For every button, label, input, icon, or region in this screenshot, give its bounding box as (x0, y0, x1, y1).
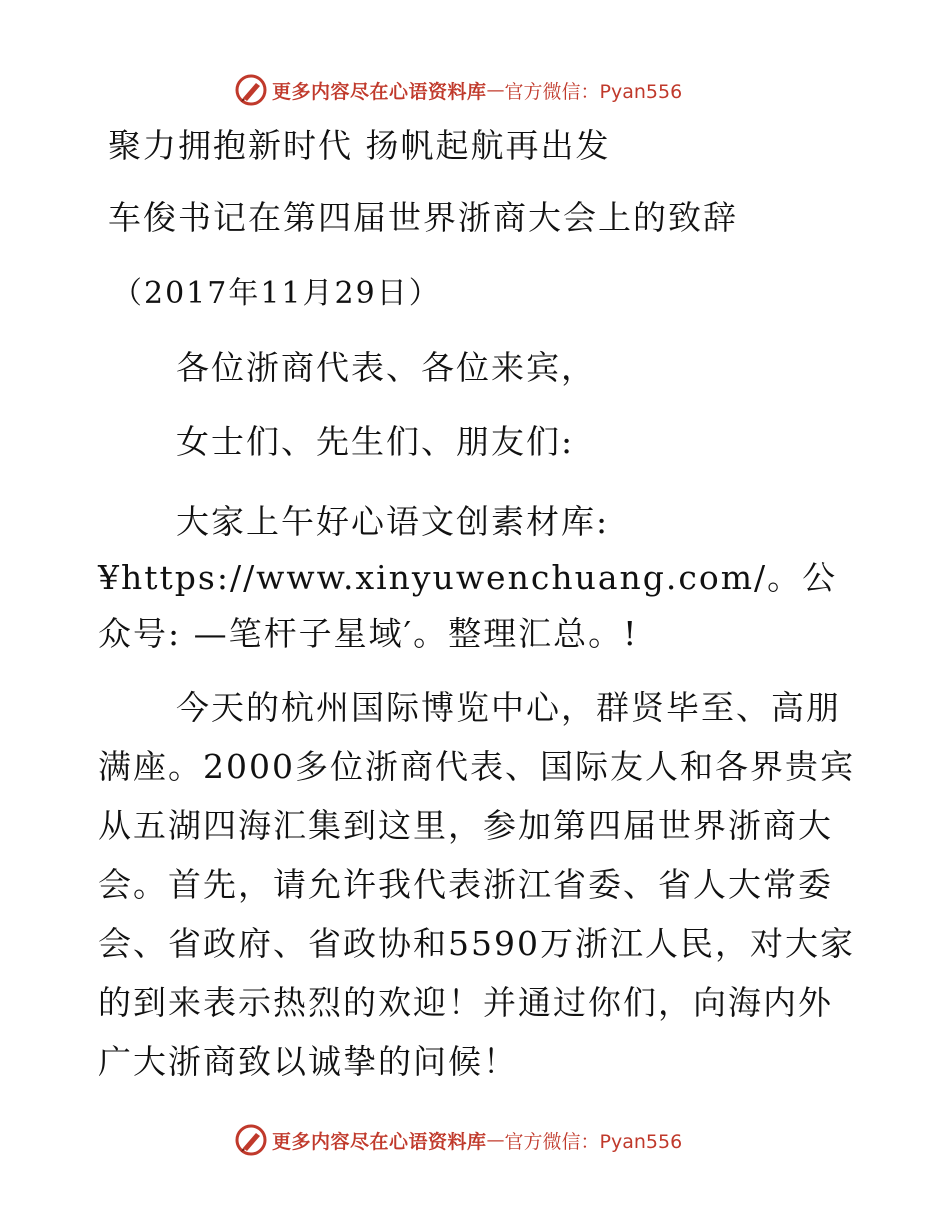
watermark-account-text: 官方微信：Pyan556 (504, 1130, 683, 1153)
watermark-separator: — (486, 1129, 505, 1151)
watermark-account-text: 官方微信：Pyan556 (504, 80, 683, 103)
document-date: （2017年11月29日） (112, 276, 441, 311)
pen-logo-icon (234, 1123, 268, 1157)
footer-watermark (234, 1122, 682, 1158)
watermark-main-text: 更多内容尽在心语资料库 (272, 1130, 487, 1153)
pen-logo-icon (234, 73, 268, 107)
document-subtitle: 车俊书记在第四届世界浙商大会上的致辞 (108, 198, 738, 237)
salutation-line-2: 女士们、先生们、朋友们: (176, 422, 575, 461)
document-title: 聚力拥抱新时代 扬帆起航再出发 (108, 126, 611, 165)
watermark-main-text: 更多内容尽在心语资料库 (272, 80, 487, 103)
watermark-separator: — (486, 79, 505, 101)
header-watermark (234, 72, 682, 108)
body-paragraph: 今天的杭州国际博览中心，群贤毕至、高朋满座。2000多位浙商代表、国际友人和各界贵宾从五湖四海汇集到这里，参加第四届世界浙商大会。首先，请允许我代表浙江省委、省人大常委会、省政府、省政协和5590万浙江人民，对大家的到来表示热烈的欢迎！并通过你们，向海内外广大浙商致以诚挚的问候！ (98, 688, 855, 1081)
salutation-line-1: 各位浙商代表、各位来宾， (176, 348, 596, 387)
intro-paragraph: 大家上午好心语文创素材库: ¥https://www.xinyuwenchuang.com/。公众号: —笔杆子星域′。整理汇总。! (98, 502, 838, 653)
